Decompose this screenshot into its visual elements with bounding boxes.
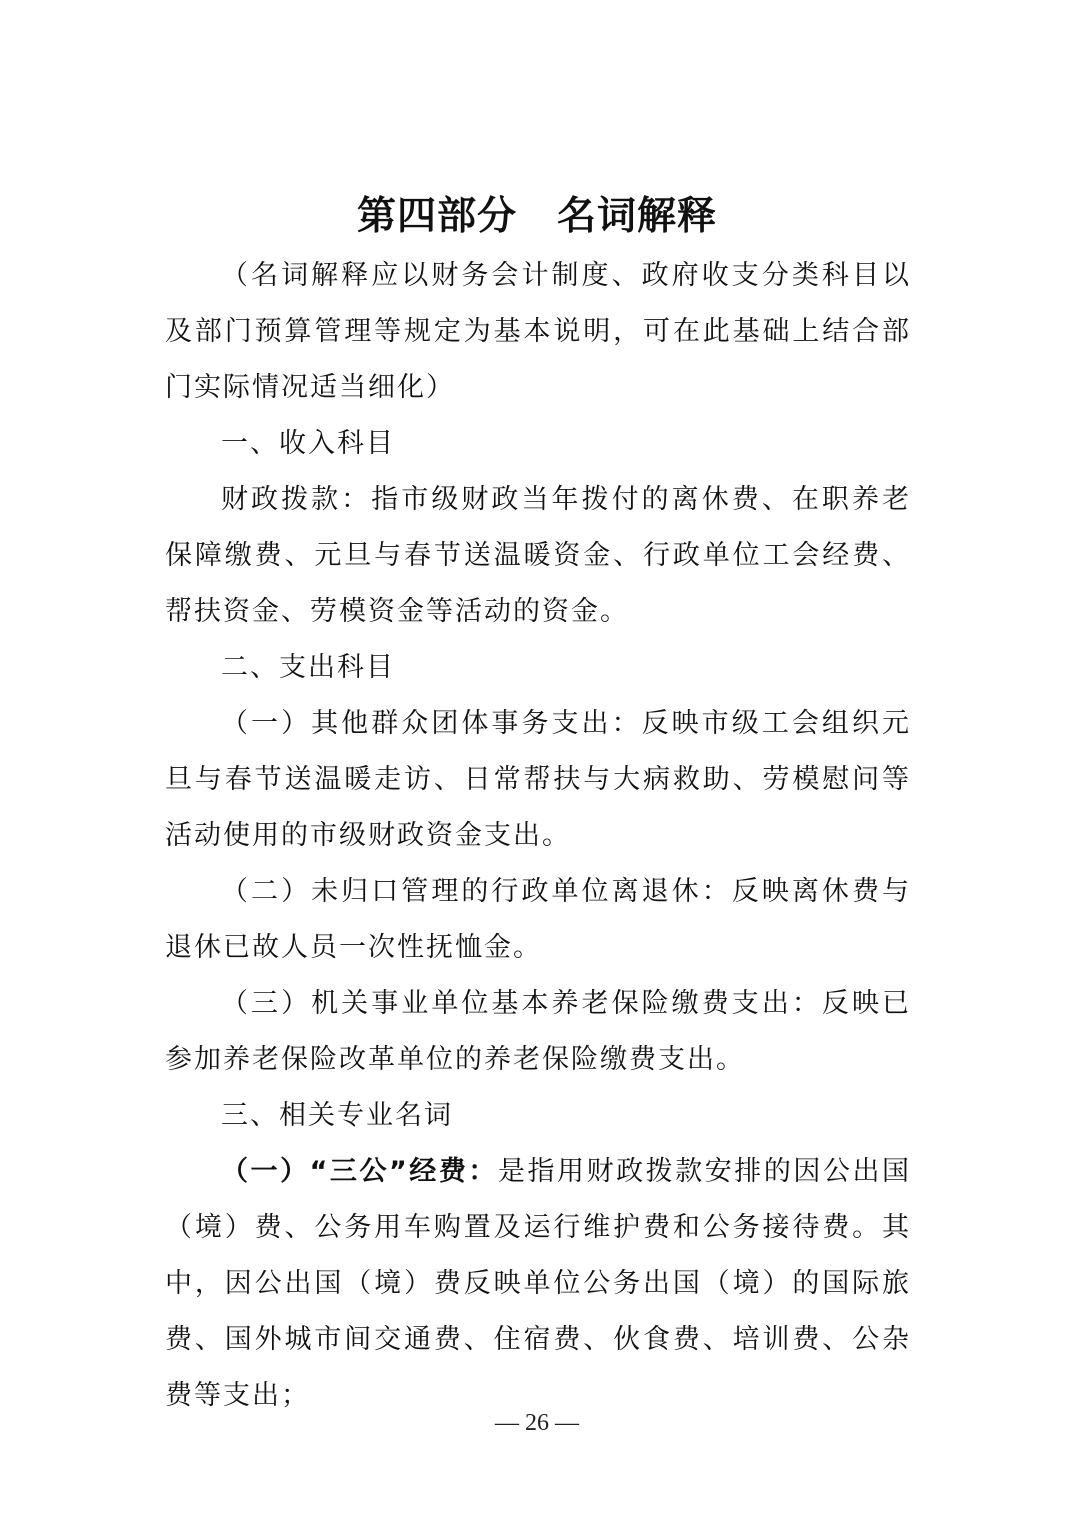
page-title (0, 185, 1074, 241)
page-number: — 26 — (495, 1410, 579, 1436)
expense-item-3: （三）机关事业单位基本养老保险缴费支出：反映已参加养老保险改革单位的养老保险缴费支出。 (165, 988, 911, 1075)
section-heading-terms: 三、相关专业名词 (221, 1100, 453, 1131)
expense-item-1: （一）其他群众团体事务支出：反映市级工会组织元旦与春节送温暖走访、日常帮扶与大病救助、劳模慰问等活动使用的市级财政资金支出。 (165, 708, 911, 851)
expense-item-2: （二）未归口管理的行政单位离退休：反映离休费与退休已故人员一次性抚恤金。 (165, 876, 911, 963)
terms-item-1-label: （一）“三公”经费： (221, 1156, 498, 1187)
title-name: 名词解释 (557, 194, 718, 239)
terms-item-1-text: 是指用财政拨款安排的因公出国（境）费、公务用车购置及运行维护费和公务接待费。其中，因公出国（境）费反映单位公务出国（境）的国际旅费、国外城市间交通费、住宿费、伙食费、培训费、公杂费等支出； (165, 1156, 912, 1411)
terms-item-1 (165, 1144, 911, 1424)
body-content (165, 248, 911, 1424)
intro-paragraph: （名词解释应以财务会计制度、政府收支分类科目以及部门预算管理等规定为基本说明，可在此基础上结合部门实际情况适当细化） (165, 260, 911, 403)
income-paragraph: 财政拨款：指市级财政当年拨付的离休费、在职养老保障缴费、元旦与春节送温暖资金、行政单位工会经费、帮扶资金、劳模资金等活动的资金。 (165, 484, 911, 627)
section-heading-expense: 二、支出科目 (221, 652, 395, 683)
section-heading-income: 一、收入科目 (221, 428, 395, 459)
title-part: 第四部分 (356, 194, 517, 239)
